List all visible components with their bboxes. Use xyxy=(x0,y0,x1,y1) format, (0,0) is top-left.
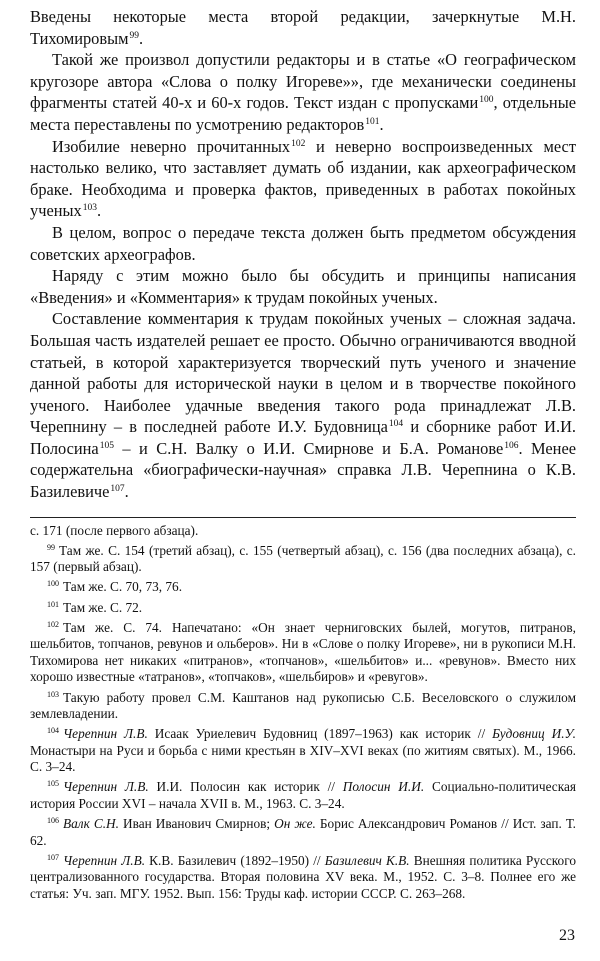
footnote-text: Там же. С. 154 (третий абзац), с. 155 (четвертый абзац), с. 156 (два последних абзаца), с. 157 (первый абзац). xyxy=(30,542,576,575)
footnote-text: Иван Иванович Смирнов; xyxy=(118,816,275,832)
footnotes xyxy=(30,523,576,903)
paragraph xyxy=(30,265,576,308)
paragraph-text: . xyxy=(96,201,102,221)
paragraph-text: и сборнике работ И.И. Полосина xyxy=(30,417,577,458)
footnote-105 xyxy=(30,779,576,812)
footnote-number: 104 xyxy=(47,726,59,736)
page xyxy=(30,6,576,906)
footnote-number: 99 xyxy=(47,542,55,552)
paragraph-text: . xyxy=(379,114,384,134)
footnote-104 xyxy=(30,726,576,776)
footnote-ref: 100 xyxy=(479,95,494,106)
footnote-author: Полосин И.И. xyxy=(342,779,425,795)
footnote-text: И.И. Полосин как историк // xyxy=(148,779,343,795)
footnote-ref: 99 xyxy=(129,30,139,41)
footnote-author: Он же. xyxy=(274,816,316,832)
footnote-text: Там же. С. 70, 73, 76. xyxy=(63,579,183,595)
paragraph-text: , отдельные места переставлены по усмотрению редакторов xyxy=(30,93,576,134)
footnote-author: Черепнин Л.В. xyxy=(63,779,149,795)
main-text xyxy=(30,6,576,503)
paragraph-text: Введены некоторые места второй редакции, зачеркнутые М.Н. Тихомировым xyxy=(30,7,576,48)
footnote-text: Там же. С. 72. xyxy=(63,599,143,615)
footnote-text: Монастыри на Руси и борьба с ними крестьян в XIV–XVI веках (по житиям святых). М., 1966. С. 3–24. xyxy=(30,742,576,775)
footnote-ref: 103 xyxy=(82,203,97,214)
footnote-ref: 106 xyxy=(504,440,519,451)
page-number: 23 xyxy=(559,927,575,944)
paragraph xyxy=(30,49,576,135)
footnote-number: 102 xyxy=(47,619,59,629)
footnote-number: 101 xyxy=(47,599,59,609)
footnote-ref: 102 xyxy=(291,138,306,149)
footnote-text: Борис Александрович Романов // Ист. зап. Т. 62. xyxy=(30,816,576,848)
footnote-author: Черепнин Л.В. xyxy=(63,726,148,742)
footnote-number: 105 xyxy=(47,779,59,789)
footnote-author: Будовниц И.У. xyxy=(492,726,576,742)
footnote-text: Исаак Уриелевич Будовниц (1897–1963) как историк // xyxy=(147,726,493,742)
footnote-author: Базилевич К.В. xyxy=(324,852,410,868)
paragraph-text: Составление комментария к трудам покойных ученых – сложная задача. Большая часть издателей решает ее просто. Обычно ограничиваются вводной статьей, в которой характеризуется творческий путь ученого и значение данной работы для исторической науки в целом и в творчестве покойного ученого. Наиболее удачные введения такого рода принадлежат Л.В. Черепнину – в последней работе И.У. Будовница xyxy=(30,309,576,437)
footnote-number: 100 xyxy=(47,579,59,589)
footnote-text: Внешняя политика Русского централизованного государства. Вторая половина XV века. М., 1952. С. 3–8. Полнее его же статья: Уч. зап. МГУ. 1952. Вып. 156: Труды каф. истории СССР. С. 263–268. xyxy=(30,852,576,902)
paragraph-text: . Менее содержательна «биографически-научная» справка Л.В. Черепнина о К.В. Базилевиче xyxy=(30,438,576,502)
footnote-107 xyxy=(30,853,576,903)
footnote-divider xyxy=(30,517,576,518)
paragraph-text: . xyxy=(124,482,129,502)
footnote-author: Черепнин Л.В. xyxy=(63,852,146,868)
footnote-103 xyxy=(30,690,576,723)
paragraph-text: Наряду с этим можно было бы обсудить и принципы написания «Введения» и «Комментария» к трудам покойных ученых. xyxy=(30,266,576,307)
footnote-number: 103 xyxy=(47,689,59,699)
footnote-ref: 101 xyxy=(365,116,380,127)
paragraph xyxy=(30,6,576,49)
footnote-number: 107 xyxy=(47,852,59,862)
paragraph-text: Такой же произвол допустили редакторы и в статье «О географическом кругозоре автора «Слова о полку Игореве»», где механически соединены фрагменты статей 40-х и 60-х годов. Текст издан с пропусками xyxy=(30,50,576,113)
footnote-101 xyxy=(30,600,576,617)
footnote-106 xyxy=(30,816,576,849)
footnote-text: К.В. Базилевич (1892–1950) // xyxy=(145,852,325,868)
paragraph xyxy=(30,308,576,502)
paragraph-text: Изобилие неверно прочитанных xyxy=(52,136,291,156)
footnote-ref: 105 xyxy=(99,440,114,451)
footnote-text: Социально-политическая история России XVI – начала XVII в. М., 1963. С. 3–24. xyxy=(30,779,576,812)
footnote-author: Валк С.Н. xyxy=(63,816,119,832)
footnote-continuation: с. 171 (после первого абзаца). xyxy=(30,522,199,538)
paragraph-text: и неверно воспроизведенных мест настолько велико, что заставляет думать об издании, как археографическом браке. Необходима и проверка фактов, приведенных в работах покойных ученых xyxy=(30,136,576,221)
paragraph xyxy=(30,136,576,222)
footnote-text: Такую работу провел С.М. Каштанов над рукописью С.Б. Веселовского о служилом землевладении. xyxy=(30,689,576,722)
footnote-100 xyxy=(30,579,576,596)
footnote-text: Там же. С. 74. Напечатано: «Он знает черниговских былей, могутов, питранов, шельбитов, топчанов, ревунов и ольберов». Ни в «Слове о полку Игореве», ни в рукописи М.Н. Тихомирова нет никаких «питранов», «топчанов», «шельбитов» и... «ревунов». Вместо них хорошо известные «татранов», «топчаков», «шельбиров» и «ревугов». xyxy=(30,619,576,685)
footnote-ref: 104 xyxy=(388,419,404,430)
paragraph-text: – и С.Н. Валку о И.И. Смирнове и Б.А. Романове xyxy=(113,438,504,458)
footnote-99 xyxy=(30,543,576,576)
footnote-number: 106 xyxy=(47,816,59,826)
paragraph-text: В целом, вопрос о передаче текста должен быть предметом обсуждения советских археографов. xyxy=(30,222,576,264)
footnote-102 xyxy=(30,620,576,686)
paragraph xyxy=(30,222,576,265)
paragraph-text: . xyxy=(139,28,144,48)
footnote-ref: 107 xyxy=(110,484,125,495)
